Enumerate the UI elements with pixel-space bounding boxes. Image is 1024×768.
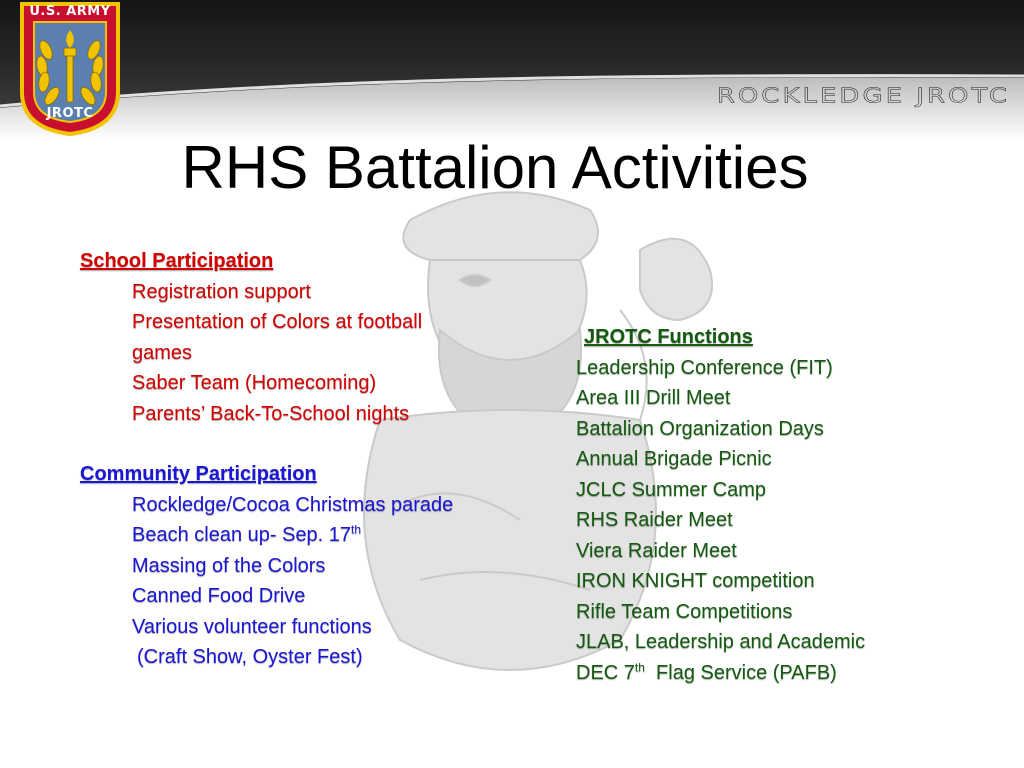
- community-item: Various volunteer functions: [132, 615, 372, 638]
- school-item: Presentation of Colors at football: [132, 311, 423, 333]
- community-item: (Craft Show, Oyster Fest): [137, 646, 363, 668]
- emblem-top-text: U.S. ARMY: [29, 4, 111, 19]
- brand-wordmark: ROCKLEDGE JROTC: [716, 84, 1010, 108]
- function-item: IRON KNIGHT competition: [576, 570, 815, 592]
- function-item: Annual Brigade Picnic: [576, 448, 772, 470]
- participation-column: [80, 246, 560, 673]
- jrotc-functions-column: [576, 322, 1016, 688]
- school-item: games: [132, 341, 193, 364]
- community-item: Beach clean up- Sep. 17th: [132, 522, 362, 546]
- community-participation-heading: Community Participation: [80, 463, 317, 485]
- function-item: Area III Drill Meet: [576, 387, 731, 409]
- school-item: Parents’ Back-To-School nights: [132, 402, 410, 425]
- emblem-bottom-text: JROTC: [46, 106, 94, 121]
- school-participation-heading: School Participation: [80, 250, 274, 272]
- page-title: RHS Battalion Activities: [181, 134, 809, 201]
- function-item: JLAB, Leadership and Academic: [576, 631, 866, 653]
- community-item: Canned Food Drive: [132, 585, 306, 607]
- function-item: RHS Raider Meet: [576, 509, 733, 531]
- function-item: JCLC Summer Camp: [576, 478, 767, 501]
- function-item: DEC 7th Flag Service (PAFB): [576, 659, 837, 684]
- function-item: Viera Raider Meet: [576, 539, 737, 562]
- community-item: Rockledge/Cocoa Christmas parade: [132, 493, 454, 516]
- school-item: Registration support: [132, 280, 311, 303]
- function-item: Leadership Conference (FIT): [576, 356, 833, 379]
- school-item: Saber Team (Homecoming): [132, 372, 377, 394]
- function-item: Rifle Team Competitions: [576, 600, 793, 623]
- function-item: Battalion Organization Days: [576, 417, 824, 440]
- jrotc-functions-heading: JROTC Functions: [584, 326, 753, 348]
- community-item: Massing of the Colors: [132, 554, 326, 577]
